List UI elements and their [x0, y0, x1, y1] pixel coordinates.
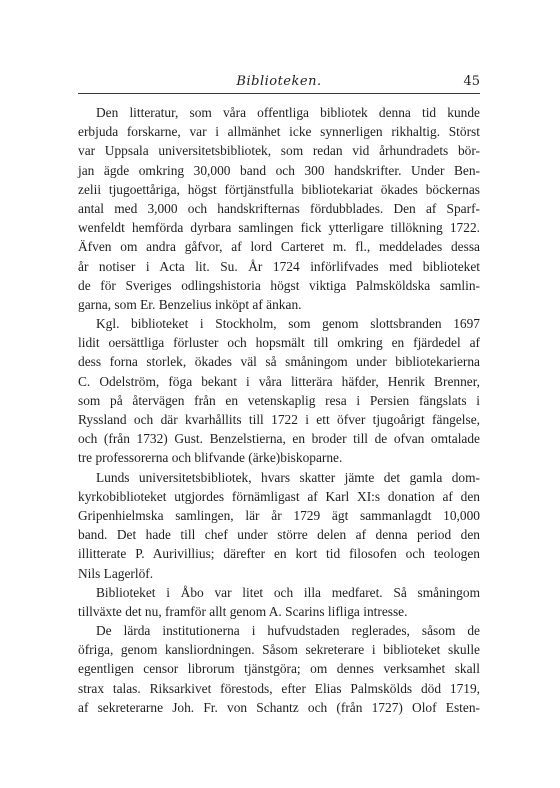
- text-line: erbjuda forskarne, var i allmänhet icke synnerligen rikhaltig. Störst: [78, 124, 480, 140]
- text-line: dess forna storlek, ökades väl så småningom under bibliotekarierna: [78, 354, 480, 370]
- text-line: illitterate P. Aurivillius; därefter en kort tid filosofen och teologen: [78, 546, 480, 562]
- page-number: 45: [463, 74, 480, 89]
- body-text: [78, 103, 480, 717]
- text-line: Ryssland och där kvarhållits till 1722 i ett öfver tjugoårigt fängelse,: [78, 412, 480, 427]
- text-line: de för Sveriges odlingshistoria högst viktiga Palmsköldska samlin-: [78, 277, 480, 293]
- text-line: band. Det hade till chef under större delen af denna period den: [78, 527, 480, 543]
- text-line: Den litteratur, som våra offentliga bibliotek denna tid kunde: [96, 105, 480, 120]
- text-line: tre professorerna och blifvande (ärke)biskoparne.: [78, 450, 343, 466]
- text-line: Lunds universitetsbibliotek, hvars skatter jämte det gamla dom-: [96, 469, 480, 485]
- text-line: C. Odelström, föga bekant i våra litterära häfder, Henrik Brenner,: [78, 373, 480, 389]
- header-rule: [78, 93, 480, 94]
- text-line: år notiser i Acta lit. Su. År 1724 införlifvades med biblioteket: [78, 258, 480, 274]
- running-title: Biblioteken.: [236, 74, 322, 89]
- text-line: lidit oersättliga förluster och hopsmält till omkring en fjärdedel af: [78, 335, 480, 351]
- text-line: zelii tjugoettåriga, högst förtjänstfulla bibliotekariat ökades böckernas: [78, 181, 480, 197]
- text-line: Kgl. biblioteket i Stockholm, som genom slottsbranden 1697: [96, 316, 480, 332]
- text-line: wenfeldt hemförda dyrbara samlingen fick ytterligare tillökning 1722.: [78, 220, 480, 236]
- text-line: Äfven om andra gåfvor, af lord Carteret m. fl., meddelades dessa: [78, 239, 480, 255]
- text-line: som på återvägen från en vetenskaplig resa i Persien fängslats i: [78, 392, 480, 408]
- text-line: öfriga, genom kansliordningen. Såsom sekreterare i biblioteket skulle: [78, 642, 480, 658]
- text-line: Biblioteket i Åbo var litet och illa medfaret. Så småningom: [96, 584, 480, 600]
- text-line: kyrkobiblioteket utgjordes förnämligast af Karl XI:s donation af den: [78, 488, 480, 504]
- running-head: [78, 74, 480, 94]
- text-line: De lärda institutionerna i hufvudstaden reglerades, såsom de: [96, 623, 480, 639]
- text-line: antal med 3,000 och handskrifternas fördubblades. Den af Sparf-: [78, 200, 480, 216]
- text-line: tillväxte det nu, framför allt genom A. Scarins lifliga intresse.: [78, 603, 408, 619]
- text-line: var Uppsala universitetsbibliotek, som redan vid århundradets bör-: [78, 143, 480, 159]
- text-line: jan ägde omkring 30,000 band och 300 handskrifter. Under Ben-: [78, 162, 480, 178]
- text-line: och (från 1732) Gust. Benzelstierna, en broder till de ofvan omtalade: [78, 431, 480, 447]
- text-line: garna, som Er. Benzelius inköpt af änkan.: [78, 296, 302, 312]
- text-line: strax talas. Riksarkivet förestods, efter Elias Palmskölds död 1719,: [78, 680, 480, 696]
- text-line: egentligen censor librorum tjänstgöra; om dennes verksamhet skall: [78, 661, 480, 677]
- text-line: Nils Lagerlöf.: [78, 565, 154, 581]
- text-line: Gripenhielmska samlingen, lär år 1729 ägt sammanlagdt 10,000: [78, 507, 480, 523]
- text-line: af sekreterarne Joh. Fr. von Schantz och (från 1727) Olof Esten-: [78, 699, 480, 715]
